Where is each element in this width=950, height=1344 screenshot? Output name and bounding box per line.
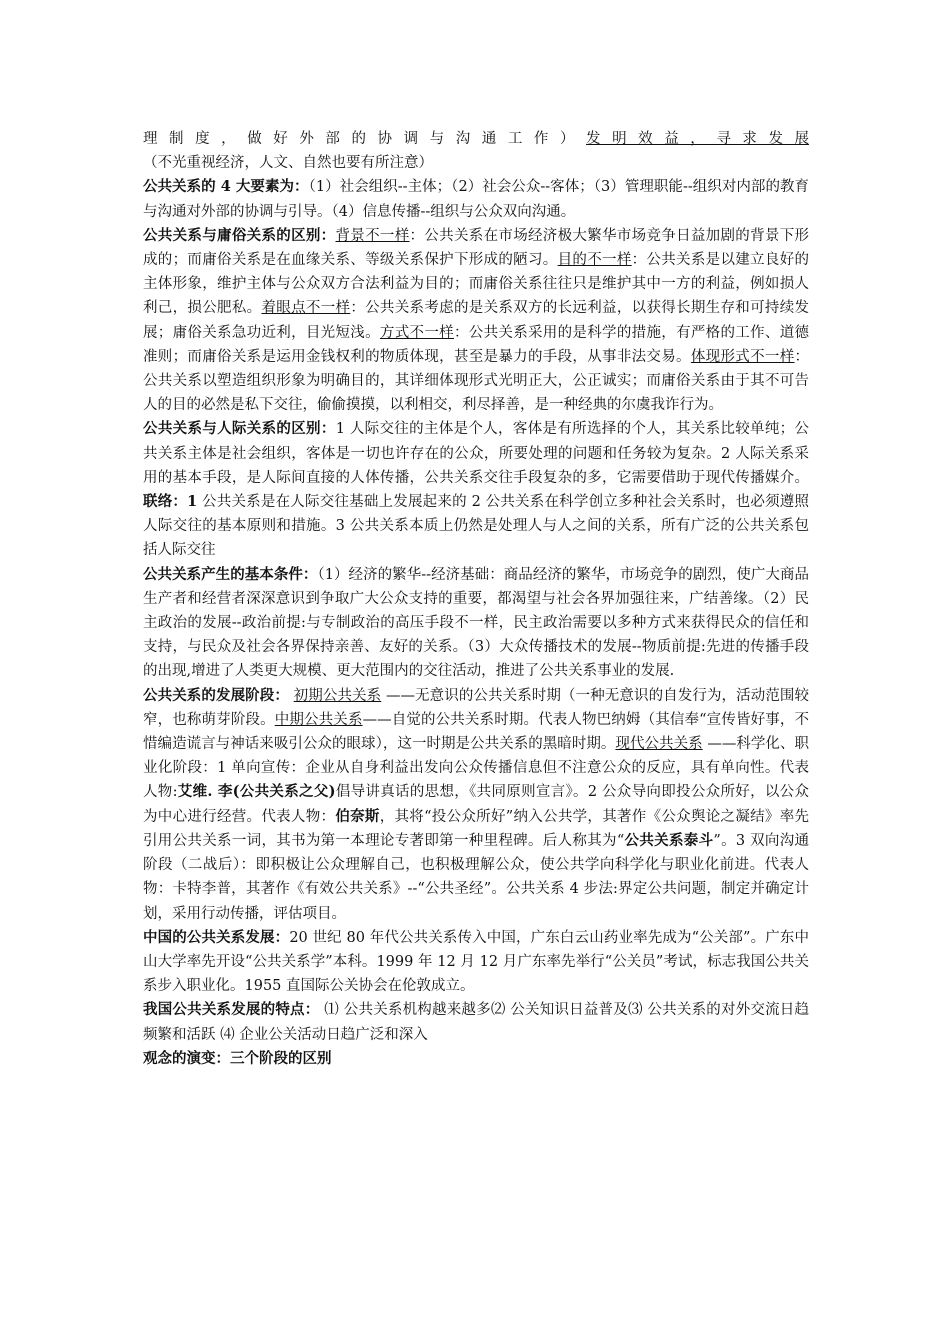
text-run: ”。3 双向沟通阶段（二战后）：即积极让公众理解自己，也积极理解公众，使公共学向科学化与职业化前进。代表人物：卡特李普，其著作《有效公共关系》--“公共圣经”。公共关系 4 步法:界定公共问题，制定并确定计划，采用行动传播，评估项目。 [143,832,809,922]
text-run: （不光重视经济，人文、自然也要有所注意） [143,155,433,172]
paragraph-basic-conditions [143,563,809,684]
paragraph-china-features [143,998,809,1046]
bold-term: 中国的公共关系发展： [143,928,290,946]
bold-term: 艾维. 李(公共关系之父) [177,783,336,801]
bold-term: 观念的演变：三个阶段的区别 [143,1049,332,1067]
bold-term: 联络： [143,493,188,511]
text-run: ⑴ 公共关系机构越来越多⑵ 公关知识日益普及⑶ 公共关系的对外交流日趋频繁和活跃 ⑷ 企业公关活动日趋广泛和深入 [143,1002,810,1043]
bold-term: 公共关系的发展阶段： [143,686,289,704]
bold-term: 1 [187,493,198,511]
paragraph-interpersonal-difference [143,417,809,562]
text-run: 1 人际交往的主体是个人，客体是有所选择的个人，其关系比较单纯；公共关系主体是社会组织，客体是一切也许存在的公众，所要处理的问题和任务较为复杂。2 人际关系采用的基本手段，是人际间直接的人体传播，公共关系交往手段复杂的多，它需要借助于现代传播媒介。 [143,421,809,486]
document-page [143,127,809,1071]
bold-term: 公共关系的 4 大要素为： [143,178,309,196]
text-run: ：公共关系采用的是科学的措施，有严格的工作、道德准则；而庸俗关系是运用金钱权利的物质体现，甚至是暴力的手段，从事非法交易。 [143,324,810,365]
paragraph-vulgar-relations-difference [143,224,809,418]
paragraph-development-stages [143,684,809,926]
text-run: 倡导讲真话的思想，《共同原则宣言》。2 公众导向即投公众所好，以公众为中心进行经营。代表人物： [143,784,809,825]
underlined-term: 背景不一样 [335,227,410,244]
text-run: ——自觉的公共关系时期。代表人物巴纳姆（其信奉“宣传皆好事，不惜编造谎言与神话来吸引公众的眼球），这一时期是公共关系的黑暗时期。 [143,711,810,753]
text-run: （1）社会组织--主体；（2）社会公众--客体；（3）管理职能--组织对内部的教育与沟通对外部的协调与引导。（4）信息传播--组织与公众双向沟通。 [143,179,810,220]
underlined-term: 发明效益，寻求发展 [586,131,810,147]
text-run: 理制度，做好外部的协调与沟通工作） [143,131,587,147]
underlined-term: 初期公共关系 [293,687,382,704]
underlined-term: 现代公共关系 [615,736,703,753]
underlined-term: 着眼点不一样 [261,300,351,317]
underlined-term: 方式不一样 [379,324,454,341]
text-run: （1）经济的繁华--经济基础：商品经济的繁华，市场竞争的剧烈，使广大商品生产者和经营者深深意识到争取广大公众支持的重要，都渴望与社会各界加强往来，广结善缘。（2）民主政治的发展--政治前提:与专制政治的高压手段不一样，民主政治需要以多种方式来获得民众的信任和支持，与民众及社会各界保持亲善、友好的关系。（3）大众传播技术的发展--物质前提:先进的传播手段的出现,增进了人类更大规模、更大范围内的交往活动，推进了公共关系事业的发展. [143,566,809,680]
paragraph-china-development [143,926,809,999]
text-run: ：公共关系是以建立良好的主体形象，维护主体与公众双方合法利益为目的；而庸俗关系往往只是维护其中一方的利益，例如损人利己，损公肥私。 [143,252,810,317]
bold-term: 公共关系泰斗 [624,831,714,849]
text-run: ——科学化、职业化阶段：1 单向宣传：企业从自身利益出发向公众传播信息但不注意公众的反应，具有单向性。代表人物: [143,736,809,801]
bold-term: 公共关系产生的基本条件： [143,565,318,583]
text-run: ：公共关系考虑的是关系双方的长远利益，以获得长期生存和可持续发展；庸俗关系急功近利，目光短浅。 [143,300,810,341]
bold-term: 伯奈斯 [335,807,380,825]
underlined-term: 目的不一样 [557,252,632,269]
bold-term: 公共关系与人际关系的区别： [143,420,336,438]
text-run: ：公共关系在市场经济极大繁华市场竞争日益加剧的背景下形成的；而庸俗关系是在血缘关系、等级关系保护下形成的陋习。 [143,227,810,269]
bold-term: 我国公共关系发展的特点： [143,1001,320,1019]
text-run: ，其将“投公众所好”纳入公共学，其著作《公众舆论之凝结》率先引用公共关系一词，其书为第一本理论专著即第一种里程碑。后人称其为“ [143,808,810,849]
text-run: 公共关系是在人际交往基础上发展起来的 2 公共关系在科学创立多种社会关系时，也必须遵照人际交往的基本原则和措施。3 公共关系本质上仍然是处理人与人之间的关系，所有广泛的公共关系包括人际交往 [143,494,809,559]
text-run: ——无意识的公共关系时期（一种无意识的自发行为，活动范围较窄，也称萌芽阶段。 [143,687,810,728]
paragraph-four-elements [143,175,809,223]
text-run: ：公共关系以塑造组织形象为明确目的，其详细体现形式光明正大，公正诚实；而庸俗关系由于其不可告人的目的必然是私下交往，偷偷摸摸，以利相交，利尽择善，是一种经典的尔虞我诈行为。 [143,348,810,414]
underlined-term: 中期公共关系 [274,711,363,728]
paragraph-concept-evolution-heading [143,1047,809,1071]
underlined-term: 体现形式不一样 [690,348,795,365]
bold-term: 公共关系与庸俗关系的区别： [143,226,336,244]
text-run: 20 世纪 80 年代公共关系传入中国，广东白云山药业率先成为“公关部”。广东中山大学率先开设“公共关系学”本科。1999 年 12 月 12 月广东率先举行“公关员”考试，标志我国公共关系步入职业化。1955 直国际公关协会在伦敦成立。 [143,929,809,995]
paragraph-continuation [143,127,809,175]
